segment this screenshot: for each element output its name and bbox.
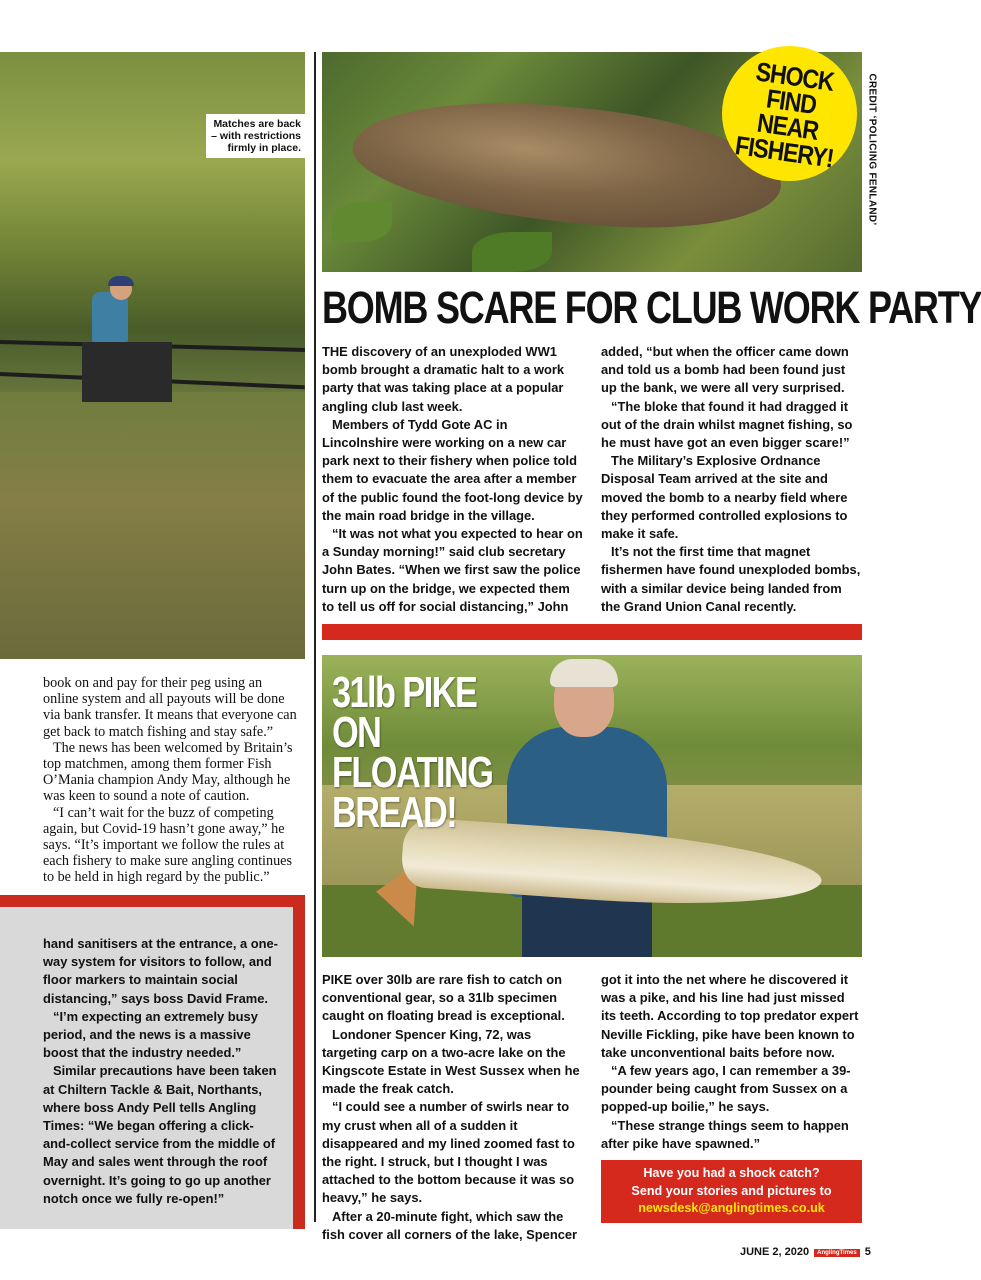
pike-photo — [322, 655, 862, 957]
angling-times-logo: AnglingTimes — [814, 1249, 860, 1257]
paragraph: THE discovery of an unexploded WW1 bomb brought a dramatic halt to a work party that was taking place at a popular angling club last week. — [322, 344, 565, 414]
paragraph: “A few years ago, I can remember a 39-pounder being caught from Sussex on a popped-up boilie,” he says. — [601, 1063, 851, 1115]
lake-water — [0, 392, 305, 659]
seatbox — [82, 342, 172, 402]
paragraph: got it into the net where he discovered it was a pike, and his line had just missed its teeth. According to top predator expert Neville Fickling, pike have been known to take unconventional baits before now. — [601, 972, 859, 1060]
paragraph: book on and pay for their peg using an online system and all payouts will be done via bank transfer. It means that everyone can get back to match fishing and stay safe.” — [43, 675, 297, 740]
paragraph: The Military’s Explosive Ordnance Disposal Team arrived at the site and moved the bomb to a nearby field where they performed controlled explosions to make it safe. — [601, 453, 848, 542]
nettle-leaf — [472, 232, 552, 272]
callout-line: Send your stories and pictures to — [631, 1183, 832, 1198]
left-article-text — [43, 675, 301, 886]
paragraph: After a 20-minute fight, which saw the fish cover all corners of the lake, Spencer — [322, 1208, 578, 1242]
photo-credit-text: CREDIT ‘POLICING FENLAND’ — [866, 73, 878, 226]
paragraph: “I’m expecting an extremely busy period, and the news is a massive boost that the industry needed.” — [43, 1008, 258, 1061]
issue-date: JUNE 2, 2020 — [740, 1246, 810, 1258]
paragraph: It’s not the first time that magnet fishermen have found unexploded bombs, with a similar device being landed from the Grand Union Canal recently. — [601, 544, 861, 614]
bomb-column-2 — [601, 343, 863, 616]
paragraph: “I could see a number of swirls near to my crust when all of a sudden it disappeared and my lined zoomed fast to the right. I struck, but I thought I was attached to the bottom because it was so heavy,” he says. — [322, 1099, 575, 1206]
paragraph: hand sanitisers at the entrance, a one-way system for visitors to follow, and floor markers to maintain social distancing,” says boss David Frame. — [43, 936, 278, 1006]
paragraph: added, “but when the officer came down and told us a bomb had been found just up the bank, we were all very surprised. — [601, 344, 849, 396]
pike-headline: 31lb PIKE ON FLOATING BREAD! — [332, 668, 493, 837]
photo-credit — [864, 52, 880, 252]
callout-line: Have you had a shock catch? — [643, 1166, 820, 1180]
paragraph: PIKE over 30lb are rare fish to catch on conventional gear, so a 31lb specimen caught on floating bread is exceptional. — [322, 972, 565, 1024]
unexploded-bomb — [347, 85, 787, 244]
bomb-column-1 — [322, 343, 584, 616]
page-folio — [740, 1246, 871, 1258]
paragraph: “The bloke that found it had dragged it out of the drain whilst magnet fishing, so he must have got an even bigger scare!” — [601, 398, 853, 451]
sidebar-box-frame — [0, 895, 305, 1229]
paragraph: Londoner Spencer King, 72, was targeting carp on a two-acre lake on the Kingscote Estate in West Sussex when he made the freak catch. — [322, 1026, 580, 1097]
page-number: 5 — [864, 1246, 871, 1258]
newsdesk-email-link[interactable]: newsdesk@anglingtimes.co.uk — [638, 1201, 825, 1215]
sidebar-box — [0, 907, 293, 1229]
paragraph: Members of Tydd Gote AC in Lincolnshire were working on a new car park next to their fishery when police told them to evacuate the area after a member of the public found the foot-long device by the main road bridge in the village. — [322, 416, 583, 523]
paragraph: “These strange things seem to happen after pike have spawned.” — [601, 1117, 849, 1151]
pike-column-1 — [322, 971, 584, 1244]
nettle-leaf — [332, 202, 392, 242]
shock-badge-text: SHOCK FIND NEAR FISHERY! — [733, 55, 836, 173]
paragraph: “It was not what you expected to hear on a Sunday morning!” said club secretary John Bates. “When we first saw the police turn up on the bridge, we expected them to tell us off for social distancing,” John — [322, 526, 583, 614]
paragraph: “I can’t wait for the buzz of competing again, but Covid-19 hasn’t gone away,” he says. “It’s important we follow the rules at each fishery to make sure angling continues to be held in high regard by the public.” — [43, 804, 292, 886]
photo-caption: Matches are back – with restrictions firmly in place. — [206, 114, 306, 158]
angler-cap — [108, 276, 134, 286]
sidebar-box-text — [43, 935, 279, 1208]
angler-legs — [522, 895, 652, 957]
pike-column-2 — [601, 971, 863, 1153]
section-divider-bar — [322, 624, 862, 640]
contact-callout — [601, 1160, 862, 1223]
column-divider — [314, 52, 316, 1222]
angler-hair — [550, 659, 618, 687]
paragraph: The news has been welcomed by Britain’s top matchmen, among them former Fish O’Mania champion Andy May, although he was keen to sound a note of caution. — [43, 739, 293, 805]
paragraph: Similar precautions have been taken at Chiltern Tackle & Bait, Northants, where boss Andy Pell tells Angling Times: “We began offering a click-and-collect service from the middle of May and sales went through the roof overnight. It’s going to go up another notch once we fully re-open!” — [43, 1063, 277, 1206]
shock-badge — [722, 46, 857, 181]
bomb-headline: BOMB SCARE FOR CLUB WORK PARTY — [322, 282, 981, 333]
matches-photo — [0, 52, 305, 659]
